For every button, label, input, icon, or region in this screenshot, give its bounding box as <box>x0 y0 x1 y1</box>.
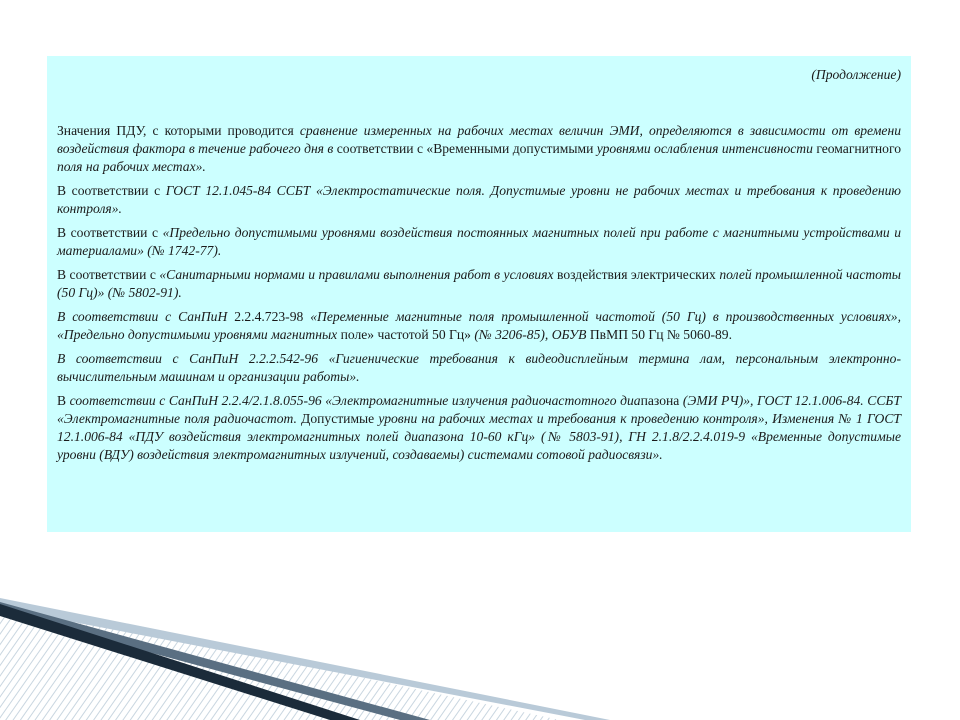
text-run-italic: В соответствии с СанПиН 2.2.2.542-96 «Гигиенические требования к видеодисплейным термина лам, персональным электронно-вычислительным машинам и организации работы». <box>57 351 901 384</box>
text-run-italic: (ЭМИ РЧ)», ГОСТ 12.1.006-84. ССБТ «Электромагнитные поля радиочастот. <box>57 393 901 426</box>
text-run-italic: полей промышленной частоты (50 Гц)» (№ 5802-91). <box>57 267 902 300</box>
text-run: В соответствии с <box>57 267 160 282</box>
text-run-italic: соответствии с СанПиН 2.2.4/2.1.8.055-96 «Электромагнитные излучения радиочастотного диа <box>69 393 641 408</box>
text-run-italic: сравнение измеренных на рабочих местах величин ЭМИ, определяются в зависимости от времени воздействия фактора в течение рабочего дня в <box>57 123 902 156</box>
text-run: Значения ПДУ, с которыми проводится <box>57 123 300 138</box>
paragraph-sanpin-2-2-2-542 <box>57 350 901 386</box>
slide-corner-decoration <box>0 560 960 720</box>
text-run: воздействия электрических <box>553 267 720 282</box>
text-run: В соответствии с <box>57 183 166 198</box>
paragraph-sanpin-2-2-4-723 <box>57 308 901 344</box>
text-run-italic: ГОСТ 12.1.045-84 ССБТ «Электростатические поля. Допустимые уровни не рабочих местах и требования к проведению контроля». <box>57 183 901 216</box>
paragraph-gost-12-1-045 <box>57 182 901 218</box>
text-run: Допустимые <box>296 411 379 426</box>
text-run: поле» частотой 50 Гц» <box>337 327 475 342</box>
text-run: 2.2.4.723-98 <box>227 309 311 324</box>
paragraph-sanpin-2-2-4-055 <box>57 392 901 464</box>
text-run: пазона <box>640 393 683 408</box>
text-run-italic: уровни на рабочих местах и требования к проведению контроля», Изменения № 1 ГОСТ 12.1.006-84 «ПДУ воздействия электромагнитных полей диапазона 10-60 кГц» (№ 5803-91), ГН 2.1.8/2.2.4.019-9 «Временные допустимые уровни (ВДУ) воздействия электромагнитных излучений, создаваемы) системами сотовой радиосвязи». <box>57 411 901 462</box>
text-run: ПвМП 50 Гц № 5060-89. <box>586 327 733 342</box>
text-run-italic: поля на рабочих местах». <box>57 159 206 174</box>
text-run: В соответствии с <box>57 225 163 240</box>
paragraph-pdu-values <box>57 122 901 176</box>
text-run-italic: «Предельно допустимыми уровнями воздействия постоянных магнитных полей при работе с магнитными устройствами и материалами» (№ 1742-77). <box>57 225 901 258</box>
text-run: геомагнитного <box>812 141 901 156</box>
text-run-italic: В соответствии с СанПиН <box>57 309 228 324</box>
paragraph-sanitary-norms-5802 <box>57 266 901 302</box>
text-run-italic: «Санитарными нормами и правилами выполнения работ в условиях <box>159 267 554 282</box>
text-run-italic: (№ 3206-85), ОБУВ <box>474 327 587 342</box>
text-run: В <box>57 393 70 408</box>
paragraph-magnetic-fields-1742 <box>57 224 901 260</box>
content-text-box <box>47 56 911 532</box>
text-run-italic: уровнями ослабления интенсивности <box>596 141 813 156</box>
continued-label: (Продолжение) <box>811 67 901 82</box>
text-run-italic: «Переменные магнитные поля промышленной частотой (50 Гц) в производственных условиях», «Предельно допустимыми уровнями магнитных <box>57 309 901 342</box>
text-run: соответствии с «Временными допустимыми <box>333 141 597 156</box>
